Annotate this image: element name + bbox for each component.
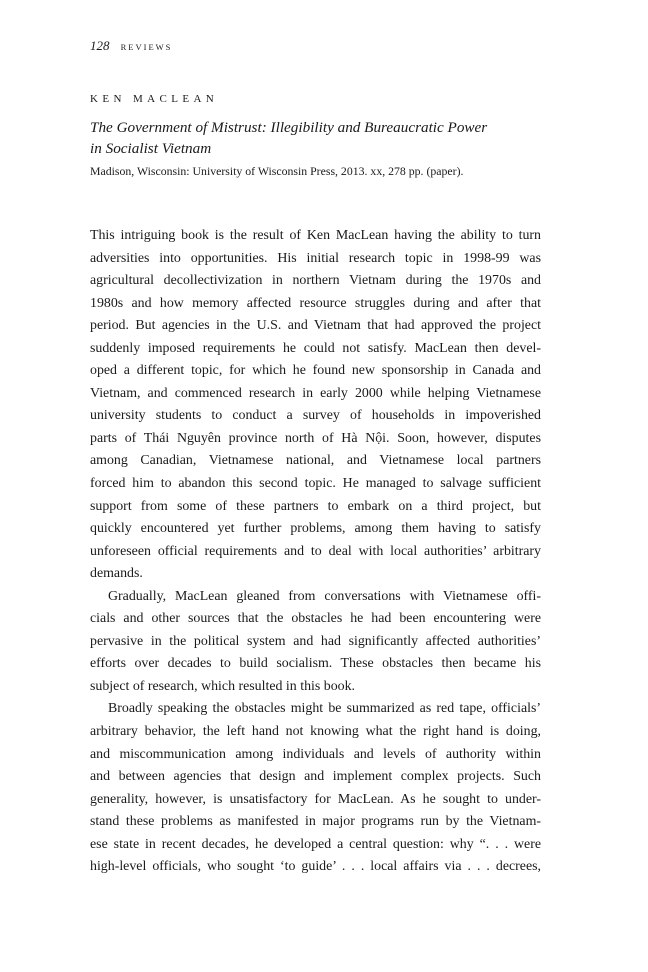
body-line: agricultural decollectivization in northern Vietnam during the 1970s and	[90, 273, 541, 289]
body-line: generality, however, is unsatisfactory for MacLean. As he sought to under-	[90, 791, 541, 807]
body-line: period. But agencies in the U.S. and Vietnam that had approved the project	[90, 318, 541, 334]
body-line: university students to conduct a survey of households in impoverished	[90, 408, 541, 424]
review-author: KEN MACLEAN	[90, 93, 219, 105]
body-line: oped a different topic, for which he found new sponsorship in Canada and	[90, 363, 541, 379]
body-line: high-level officials, who sought ‘to guide’ . . . local affairs via . . . decrees,	[90, 859, 541, 875]
body-line: adversities into opportunities. His initial research topic in 1998-99 was	[90, 250, 541, 266]
body-line: ese state in recent decades, he developed a central question: why “. . . were	[90, 836, 541, 852]
body-line: Broadly speaking the obstacles might be summarized as red tape, officials’	[108, 701, 541, 717]
body-line: support from some of these partners to embark on a third project, but	[90, 498, 541, 514]
body-line: cials and other sources that the obstacles he had been encountering were	[90, 611, 541, 627]
body-line: subject of research, which resulted in this book.	[90, 678, 356, 694]
body-line: pervasive in the political system and had significantly affected authorities’	[90, 633, 541, 649]
body-line: parts of Thái Nguyên province north of Hà Nội. Soon, however, disputes	[90, 430, 541, 446]
body-line: among Canadian, Vietnamese national, and Vietnamese local partners	[90, 453, 541, 469]
body-line: quickly encountered yet further problems, among them having to satisfy	[90, 521, 541, 537]
body-line: efforts over decades to build socialism. These obstacles then became his	[90, 656, 541, 672]
review-body	[90, 225, 541, 879]
body-line: unforeseen official requirements and to deal with local authorities’ arbitrary	[90, 543, 541, 559]
body-line: and between agencies that design and implement complex projects. Such	[90, 769, 541, 785]
body-line: forced him to abandon this second topic. He managed to salvage sufficient	[90, 476, 541, 492]
running-head: REVIEWS	[120, 42, 173, 52]
body-line: 1980s and how memory affected resource struggles during and after that	[90, 295, 541, 311]
publication-info: Madison, Wisconsin: University of Wisconsin Press, 2013. xx, 278 pp. (paper).	[90, 164, 464, 178]
body-line: suddenly imposed requirements he could not satisfy. MacLean then devel-	[90, 340, 541, 356]
page-header	[90, 38, 172, 54]
body-line: arbitrary behavior, the left hand not knowing what the right hand is doing,	[90, 724, 541, 740]
body-line: stand these problems as manifested in major programs run by the Vietnam-	[90, 814, 541, 830]
page-number: 128	[90, 38, 110, 53]
body-line: and miscommunication among individuals and levels of authority within	[90, 746, 541, 762]
body-line: This intriguing book is the result of Ken MacLean having the ability to turn	[90, 228, 541, 243]
book-title-line: in Socialist Vietnam	[90, 140, 212, 157]
book-title	[90, 117, 560, 159]
body-line: Vietnam, and commenced research in early 2000 while helping Vietnamese	[90, 385, 541, 401]
body-line: Gradually, MacLean gleaned from conversations with Vietnamese offi-	[108, 588, 541, 604]
book-title-line: The Government of Mistrust: Illegibility and Bureaucratic Power	[90, 119, 488, 136]
body-line: demands.	[90, 566, 143, 582]
